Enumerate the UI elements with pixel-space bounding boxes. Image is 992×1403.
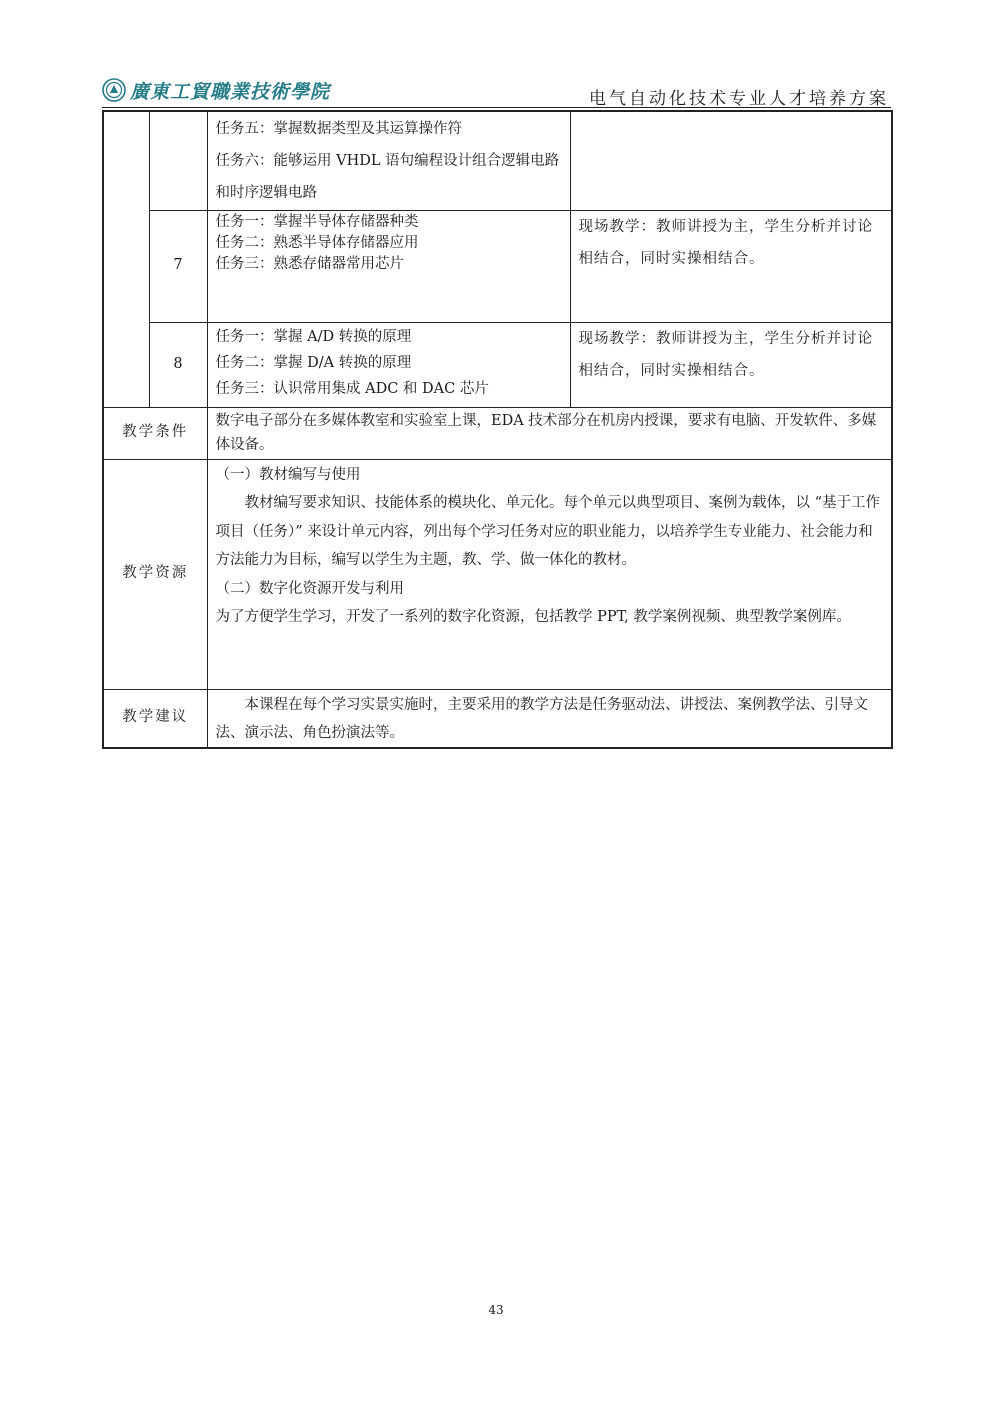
task-item: 任务三：熟悉存储器常用芯片: [215, 255, 404, 272]
school-emblem-icon: [102, 78, 126, 102]
task-item: 任务五：掌握数据类型及其运算操作符: [215, 121, 462, 137]
unit-number: 7: [149, 210, 207, 322]
teaching-mode: [570, 111, 892, 210]
school-logo: [102, 76, 330, 104]
resources-heading-digital: （二）数字化资源开发与利用: [215, 580, 404, 597]
suggestions-text: 本课程在每个学习实景实施时，主要采用的教学方法是任务驱动法、讲授法、案例教学法、引导文法、演示法、角色扮演法等。: [207, 689, 892, 748]
task-item: 任务一：掌握半导体存储器种类: [215, 213, 419, 230]
task-item: 任务一：掌握 A/D 转换的原理: [215, 328, 412, 345]
unit-number: 8: [149, 322, 207, 407]
school-name: 廣東工貿職業技術學院: [130, 80, 331, 103]
suggestions-label: 教学建议: [103, 689, 207, 748]
resources-heading-textbook: （一）教材编写与使用: [215, 466, 361, 483]
resources-paragraph-textbook: 教材编写要求知识、技能体系的模块化、单元化。每个单元以典型项目、案例为载体，以 “基于工作项目（任务）” 来设计单元内容，列出每个学习任务对应的职业能力，以培养学生专业能力、社会能力和方法能力为目标，编写以学生为主题，教、学、做一体化的教材。: [215, 495, 881, 568]
task-item: 任务二：掌握 D/A 转换的原理: [215, 354, 412, 371]
unit-tasks: [207, 111, 570, 210]
task-item: 任务三：认识常用集成 ADC 和 DAC 芯片: [215, 380, 489, 397]
task-item: 任务二：熟悉半导体存储器应用: [215, 234, 419, 251]
unit-tasks: [207, 322, 570, 407]
unit-row: [103, 322, 892, 407]
document-title: 电气自动化技术专业人才培养方案: [589, 89, 889, 109]
conditions-text: 数字电子部分在多媒体教室和实验室上课，EDA 技术部分在机房内授课，要求有电脑、开发软件、多媒体设备。: [207, 407, 892, 459]
resources-paragraph-digital: 为了方便学生学习，开发了一系列的数字化资源，包括教学 PPT, 教学案例视频、典型教学案例库。: [215, 609, 851, 625]
unit-row: [103, 210, 892, 322]
course-table: [102, 110, 893, 749]
unit-tasks: [207, 210, 570, 322]
page-number: 43: [488, 1303, 504, 1317]
task-item: 任务六：能够运用 VHDL 语句编程设计组合逻辑电路和时序逻辑电路: [215, 153, 560, 201]
teaching-mode: 现场教学：教师讲授为主，学生分析并讨论相结合，同时实操相结合。: [570, 210, 892, 322]
unit-row: [103, 111, 892, 210]
teaching-mode: 现场教学：教师讲授为主，学生分析并讨论相结合，同时实操相结合。: [570, 322, 892, 407]
page-header: [102, 74, 891, 108]
conditions-label: 教学条件: [103, 407, 207, 459]
suggestions-row: [103, 689, 892, 748]
unit-number: [149, 111, 207, 210]
conditions-row: [103, 407, 892, 459]
resources-row: [103, 459, 892, 689]
resources-content: [207, 459, 892, 689]
merged-module-cell: [103, 111, 149, 407]
resources-label: 教学资源: [103, 459, 207, 689]
